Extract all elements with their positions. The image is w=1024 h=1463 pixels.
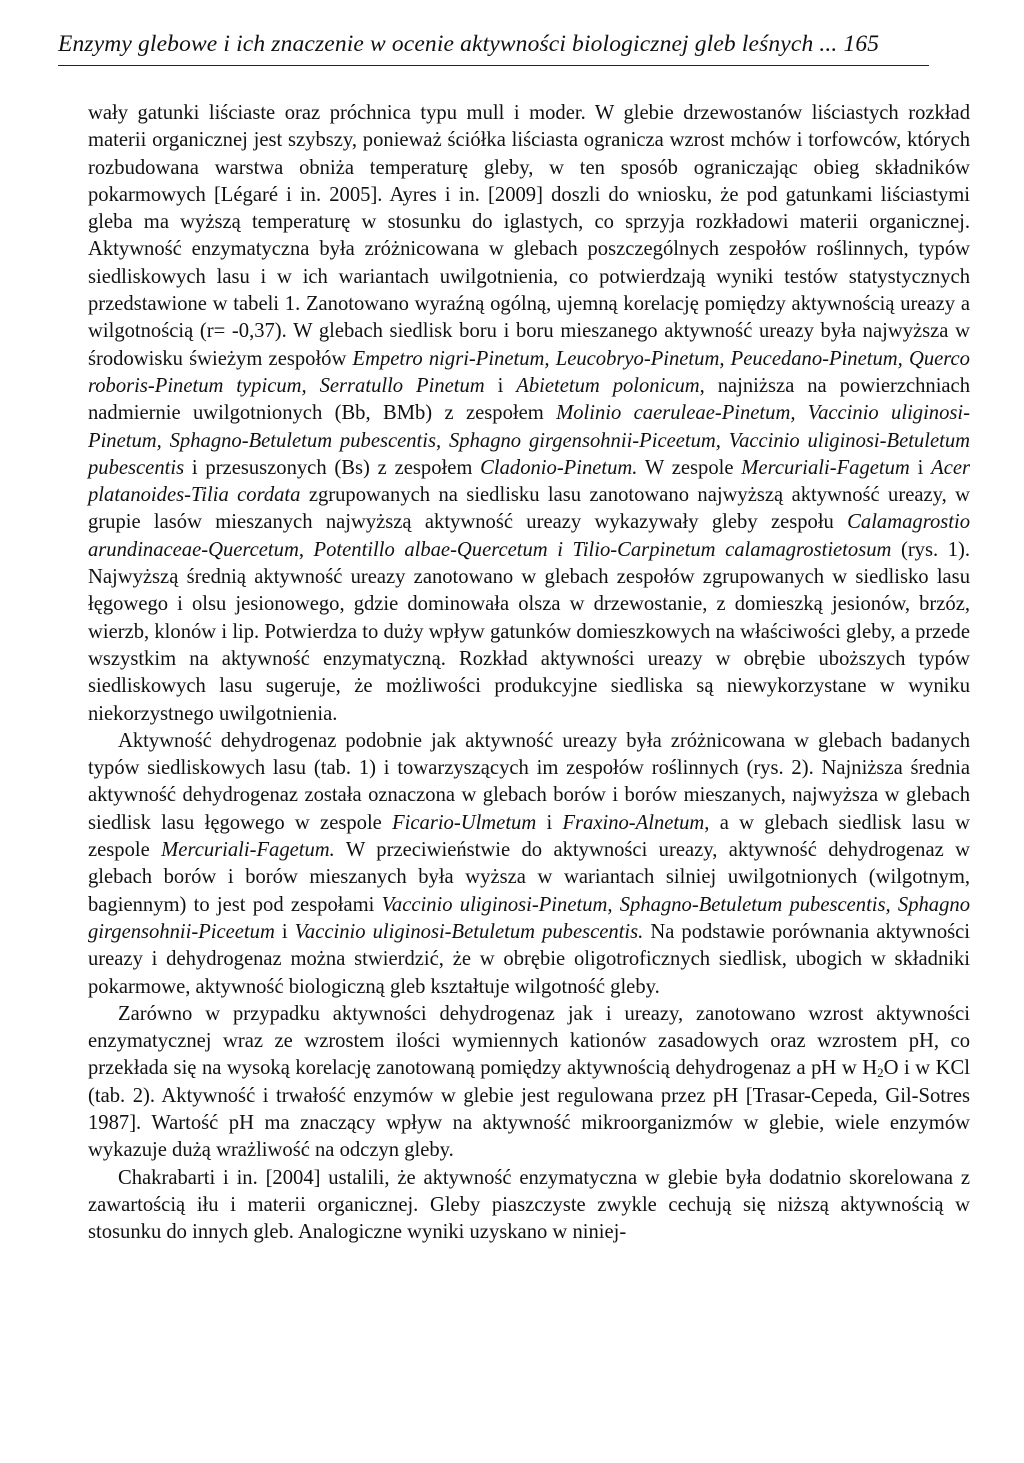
text-run: i bbox=[909, 456, 932, 479]
text-run: Aktywność dehydrogenaz podobnie jak aktywność ureazy była zróżnicowana w glebach badanych typów siedliskowych lasu (tab. 1) i towarzyszących im zespołów roślinnych (rys. 2). Najniższa średnia aktywność dehydrogenaz została oznaczona w glebach borów i borów mieszanych, najwyższa w glebach siedlisk lasu łęgowego w zespole bbox=[88, 729, 970, 834]
species-name: Mercuriali-Fagetum. bbox=[161, 839, 335, 862]
text-run: i bbox=[536, 811, 563, 834]
text-run: zgrupowanych na siedlisku lasu zanotowano najwyższą aktywność ureazy, w grupie lasów mieszanych najwyższą aktywność ureazy wykazywały gleby zespołu bbox=[88, 484, 970, 534]
text-run: i przesuszonych (Bs) z zespołem bbox=[184, 456, 481, 479]
running-title: Enzymy glebowe i ich znaczenie w ocenie aktywności biologicznej gleb leśnych ... bbox=[58, 31, 838, 57]
paragraph-1 bbox=[88, 100, 970, 728]
text-run: O i w KCl (tab. 2). Aktywność i trwałość enzymów w glebie jest regulowana przez pH [Trasar-Cepeda, Gil-Sotres 1987]. Wartość pH ma znaczący wpływ na aktywność mikroorganizmów w glebie, wiele enzymów wykazuje dużą wrażliwość na odczyn gleby. bbox=[88, 1057, 970, 1162]
page-number: 165 bbox=[843, 31, 880, 57]
species-name: Empetro nigri-Pinetum, Leucobryo-Pinetum, Peucedano-Pinetum, Querco roboris-Pinetum typicum, Serratullo Pinetum bbox=[88, 347, 970, 397]
species-name: Cladonio-Pinetum. bbox=[480, 456, 638, 479]
species-name: Calamagrostio arundinaceae-Quercetum, Potentillo albae-Quercetum i Tilio-Carpinetum calamagrostietosum bbox=[88, 511, 970, 561]
body-text bbox=[88, 100, 970, 1246]
species-name: Vaccinio uliginosi-Pinetum, Sphagno-Betuletum pubescentis, Sphagno girgensohnii-Piceetum bbox=[88, 893, 970, 943]
species-name: Acer platanoides-Tilia cordata bbox=[88, 456, 970, 507]
text-run: W zespole bbox=[637, 456, 742, 479]
species-name: Abietetum polonicum bbox=[516, 374, 700, 397]
paragraph-2 bbox=[88, 728, 970, 1001]
paragraph-4 bbox=[88, 1165, 970, 1247]
text-run: i bbox=[484, 374, 517, 397]
species-name: Mercuriali-Fagetum bbox=[741, 456, 910, 479]
text-run: wały gatunki liściaste oraz próchnica typu mull i moder. W glebie drzewostanów liściastych rozkład materii organicznej jest szybszy, ponieważ ściółka liściasta ogranicza wzrost mchów i torfowców, których rozbudowana warstwa obniża temperaturę gleby, w ten sposób ograniczając obieg składników pokarmowych [Légaré i in. 2005]. Ayres i in. [2009] doszli do wniosku, że pod gatunkami liściastymi gleba ma wyższą temperaturę w stosunku do iglastych, co sprzyja rozkładowi materii organicznej. Aktywność enzymatyczna była zróżnicowana w glebach poszczególnych zespołów roślinnych, typów siedliskowych lasu i w ich wariantach uwilgotnienia, co potwierdzają wyniki testów statystycznych przedstawione w tabeli 1. Zanotowano wyraźną ogólną, ujemną korelację pomiędzy aktywnością ureazy a wilgotnością (r= -0,37). W glebach siedlisk boru i boru mieszanego aktywność ureazy była najwyższa w środowisku świeżym zespołów bbox=[88, 102, 970, 370]
species-name: Molinio caeruleae-Pinetum, Vaccinio uliginosi-Pinetum, Sphagno-Betuletum pubescentis, Sphagno girgensohnii-Piceetum, Vaccinio uliginosi-Betuletum pubescentis bbox=[88, 402, 970, 479]
text-run: , a w glebach siedlisk lasu w zespole bbox=[88, 811, 970, 862]
text-run: W przeciwieństwie do aktywności ureazy, aktywność dehydrogenaz w glebach borów i borów mieszanych była wyższa w wariantach silniej uwilgotnionych (wilgotnym, bagiennym) to jest pod zespołami bbox=[88, 839, 971, 916]
subscript: 2 bbox=[877, 1065, 884, 1081]
running-header bbox=[58, 20, 964, 68]
text-run: Zarówno w przypadku aktywności dehydrogenaz jak i ureazy, zanotowano wzrost aktywności enzymatycznej wraz ze wzrostem ilości wymiennych kationów zasadowych oraz wzrostem pH, co przekłada się na wysoką korelację zanotowaną pomiędzy aktywnością dehydrogenaz a pH w H bbox=[88, 1002, 970, 1080]
header-rule bbox=[58, 65, 929, 66]
text-run: , najniższa na powierzchniach nadmiernie uwilgotnionych (Bb, BMb) z zespołem bbox=[88, 374, 970, 425]
text-run: i bbox=[274, 920, 295, 943]
species-name: Vaccinio uliginosi-Betuletum pubescentis. bbox=[294, 920, 644, 943]
paragraph-3 bbox=[88, 1001, 970, 1165]
text-run: Chakrabarti i in. [2004] ustalili, że aktywność enzymatyczna w glebie była dodatnio skorelowana z zawartością iłu i materii organicznej. Gleby piaszczyste zwykle cechują się niższą aktywnością w stosunku do innych gleb. Analogiczne wyniki uzyskano w niniej- bbox=[88, 1166, 970, 1244]
species-name: Fraxino-Alnetum bbox=[562, 811, 705, 834]
text-run: Na podstawie porównania aktywności ureazy i dehydrogenaz można stwierdzić, że w obrębie oligotroficznych siedlisk, ubogich w składniki pokarmowe, aktywność biologiczną gleb kształtuje wilgotność gleby. bbox=[88, 920, 971, 998]
species-name: Ficario-Ulmetum bbox=[392, 811, 537, 834]
text-run: (rys. 1). Najwyższą średnią aktywność ureazy zanotowano w glebach zespołów zgrupowanych w siedlisko lasu łęgowego i olsu jesionowego, gdzie dominowała olsza w drzewostanie, z domieszką jesionów, brzóz, wierzb, klonów i lip. Potwierdza to duży wpływ gatunków domieszkowych na właściwości gleby, a przede wszystkim na aktywność enzymatyczną. Rozkład aktywności ureazy w obrębie uboższych typów siedliskowych lasu sugeruje, że możliwości produkcyjne siedliska są niewykorzystane w wyniku niekorzystnego uwilgotnienia. bbox=[88, 538, 971, 725]
